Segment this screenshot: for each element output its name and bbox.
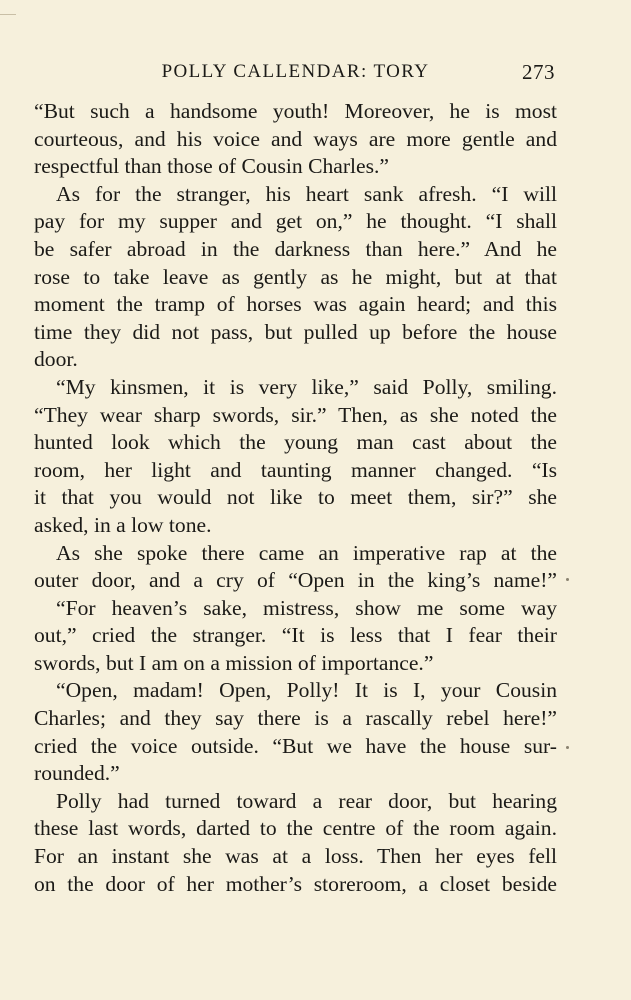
margin-speck bbox=[566, 746, 569, 749]
running-header bbox=[34, 58, 557, 88]
text-line: it that you would not like to meet them, sir?” she bbox=[34, 485, 557, 510]
text-line: on the door of her mother’s storeroom, a closet beside bbox=[34, 871, 557, 896]
text-line: be safer abroad in the darkness than here.” And he bbox=[34, 236, 557, 261]
text-line: As for the stranger, his heart sank afresh. “I will bbox=[56, 181, 557, 206]
text-line: “For heaven’s sake, mistress, show me some way bbox=[56, 595, 557, 620]
text-line: swords, but I am on a mission of importance.” bbox=[34, 650, 434, 675]
text-line: rounded.” bbox=[34, 761, 120, 786]
text-line: asked, in a low tone. bbox=[34, 512, 212, 537]
text-line: courteous, and his voice and ways are more gentle and bbox=[34, 126, 557, 151]
text-line: room, her light and taunting manner changed. “Is bbox=[34, 457, 557, 482]
text-line: “But such a handsome youth! Moreover, he is most bbox=[34, 99, 557, 123]
text-line: moment the tramp of horses was again heard; and this bbox=[34, 292, 557, 317]
text-line: hunted look which the young man cast about the bbox=[34, 430, 557, 455]
text-line: rose to take leave as gently as he might, but at that bbox=[34, 264, 557, 289]
text-line: respectful than those of Cousin Charles.” bbox=[34, 154, 390, 179]
text-line: door. bbox=[34, 347, 78, 372]
text-line: For an instant she was at a loss. Then her eyes fell bbox=[34, 844, 557, 869]
text-line: outer door, and a cry of “Open in the king’s name!” bbox=[34, 568, 557, 593]
text-line: cried the voice outside. “But we have the house sur- bbox=[34, 733, 557, 758]
text-line: As she spoke there came an imperative rap at the bbox=[56, 540, 557, 565]
text-line: “They wear sharp swords, sir.” Then, as she noted the bbox=[34, 402, 557, 427]
text-line: “My kinsmen, it is very like,” said Polly, smiling. bbox=[56, 374, 557, 399]
text-line: Charles; and they say there is a rascally rebel here!” bbox=[34, 706, 557, 731]
text-line: Polly had turned toward a rear door, but hearing bbox=[56, 788, 557, 813]
text-line: pay for my supper and get on,” he thought. “I shall bbox=[34, 209, 557, 234]
page-number: 273 bbox=[522, 60, 555, 84]
margin-speck bbox=[566, 578, 569, 581]
text-line: out,” cried the stranger. “It is less that I fear their bbox=[34, 623, 557, 648]
body-text bbox=[34, 98, 557, 898]
text-line: “Open, madam! Open, Polly! It is I, your Cousin bbox=[56, 678, 557, 703]
text-line: time they did not pass, but pulled up before the house bbox=[34, 319, 557, 344]
running-title: POLLY CALLENDAR: TORY bbox=[161, 61, 430, 82]
corner-scan-mark bbox=[0, 14, 16, 15]
text-line: these last words, darted to the centre of the room again. bbox=[34, 816, 557, 841]
